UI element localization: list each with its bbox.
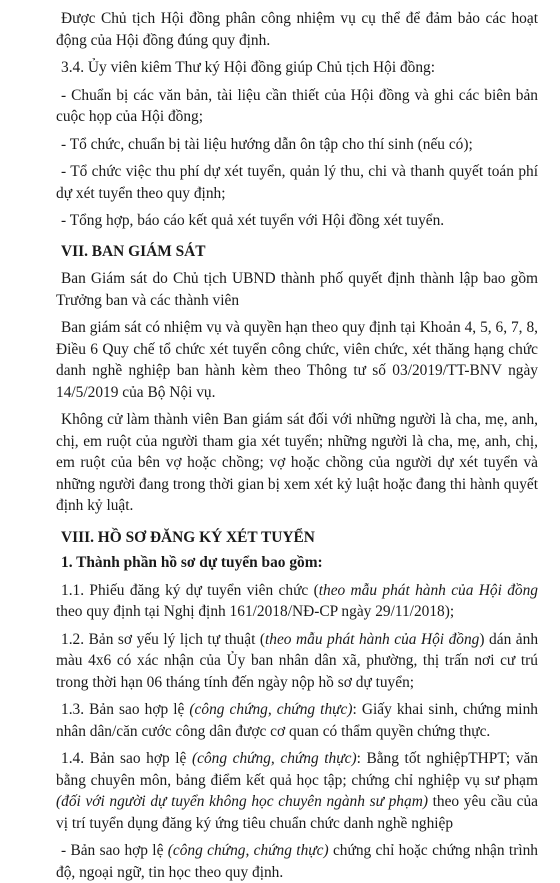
- item-1-4-text-a: 1.4. Bản sao hợp lệ: [61, 750, 192, 767]
- paragraph-secretary-task-report: - Tổng hợp, báo cáo kết quả xét tuyển với Hội đồng xét tuyển.: [61, 212, 445, 229]
- item-1-3-text-a: 1.3. Bản sao hợp lệ: [61, 701, 190, 718]
- item-1-2-text-c: ) dán ảnh màu 4x6 có xác nhận của Ủy ban nhân dân xã, phường, thị trấn nơi cư trú trong thời hạn 06 tháng tính đến ngày nộp hồ sơ dự tuyển;: [56, 630, 539, 691]
- paragraph-item-1-3: [56, 699, 538, 742]
- paragraph-board-exclusions: Không cử làm thành viên Ban giám sát đối với những người là cha, mẹ, anh, chị, em ruột của người tham gia xét tuyển; những người là cha, mẹ, anh, chị, em ruột của bên vợ hoặc chồng; vợ hoặc chồng của người dự xét tuyển và những người đang trong thời gian bị xem xét kỷ luật hoặc đang thi hành quyết định kỷ luật.: [56, 411, 538, 514]
- item-1-4-text-e: theo yêu cầu của vị trí tuyển dụng đăng ký ứng tiêu chuẩn chức danh nghề nghiệp: [56, 793, 539, 832]
- item-1-1-text-a: 1.1. Phiếu đăng ký dự tuyển viên chức (: [61, 581, 319, 599]
- paragraph-secretary-task-documents: - Chuẩn bị các văn bản, tài liệu cần thiết của Hội đồng và ghi các biên bản cuộc họp của Hội đồng;: [56, 86, 538, 125]
- paragraph-secretary-task-fees: - Tổ chức việc thu phí dự xét tuyển, quản lý thu, chi và thanh quyết toán phí dự xét tuyển theo quy định;: [56, 163, 538, 202]
- section-heading-application-dossier: VIII. HỒ SƠ ĐĂNG KÝ XÉT TUYỂN: [61, 528, 315, 546]
- paragraph-item-1-5: [56, 840, 538, 883]
- item-1-3-text-c: : Giấy khai sinh, chứng minh nhân dân/căn cước công dân được cơ quan có thẩm quyền chứng thực.: [56, 701, 538, 740]
- item-1-4-italic-note: (đối với người dự tuyển không học chuyên ngành sư phạm): [56, 793, 428, 810]
- item-1-1-text-c: theo quy định tại Nghị định 161/2018/NĐ-CP ngày 29/11/2018: [56, 603, 445, 620]
- paragraph-board-duties: Ban giám sát có nhiệm vụ và quyền hạn theo quy định tại Khoản 4, 5, 6, 7, 8, Điều 6 Quy chế tổ chức xét tuyển công chức, viên chức, xét thăng hạng chức danh nghề nghiệp ban hành kèm theo Thông tư số 03/2019/TT-BNV ngày 14/5/2019 của Bộ Nội vụ.: [56, 319, 538, 401]
- subheading-dossier-components: 1. Thành phần hồ sơ dự tuyển bao gồm:: [61, 554, 323, 571]
- item-1-2-italic-form: theo mẫu phát hành của Hội đồng: [265, 630, 480, 648]
- item-1-5-text-c: chứng chỉ hoặc chứng nhận trình độ, ngoại ngữ, tin học theo quy định.: [56, 842, 538, 881]
- item-1-4-italic-notarized: (công chứng, chứng thực): [191, 750, 357, 767]
- item-1-1-italic-form: theo mẫu phát hành của Hội đồng: [318, 581, 538, 599]
- item-1-3-italic-notarized: (công chứng, chứng thực): [189, 701, 353, 718]
- item-1-2-text-a: 1.2. Bản sơ yếu lý lịch tự thuật (: [61, 630, 265, 648]
- paragraph-council-member-duties: Được Chủ tịch Hội đồng phân công nhiệm vụ cụ thể để đảm bảo các hoạt động của Hội đồng đúng quy định.: [56, 10, 538, 49]
- paragraph-secretary-role: 3.4. Ủy viên kiêm Thư ký Hội đồng giúp Chủ tịch Hội đồng:: [61, 59, 435, 76]
- item-1-5-italic-notarized: (công chứng, chứng thực): [167, 842, 329, 859]
- item-1-5-text-a: - Bản sao hợp lệ: [61, 842, 168, 859]
- section-heading-supervision-board: VII. BAN GIÁM SÁT: [61, 242, 206, 260]
- paragraph-item-1-2: [56, 629, 538, 694]
- paragraph-secretary-task-materials: - Tổ chức, chuẩn bị tài liệu hướng dẫn ôn tập cho thí sinh (nếu có);: [61, 135, 473, 153]
- item-1-4-text-c: : Bằng tốt nghiệpTHPT; văn bằng chuyên môn, bảng điểm kết quả học tập; chứng chỉ nghiệp vụ sư phạm: [56, 750, 538, 789]
- paragraph-item-1-4: [56, 748, 538, 834]
- paragraph-board-establishment: Ban Giám sát do Chủ tịch UBND thành phố quyết định thành lập bao gồm Trưởng ban và các thành viên: [56, 270, 538, 309]
- item-1-1-text-d: );: [444, 603, 455, 620]
- paragraph-item-1-1: [56, 580, 538, 623]
